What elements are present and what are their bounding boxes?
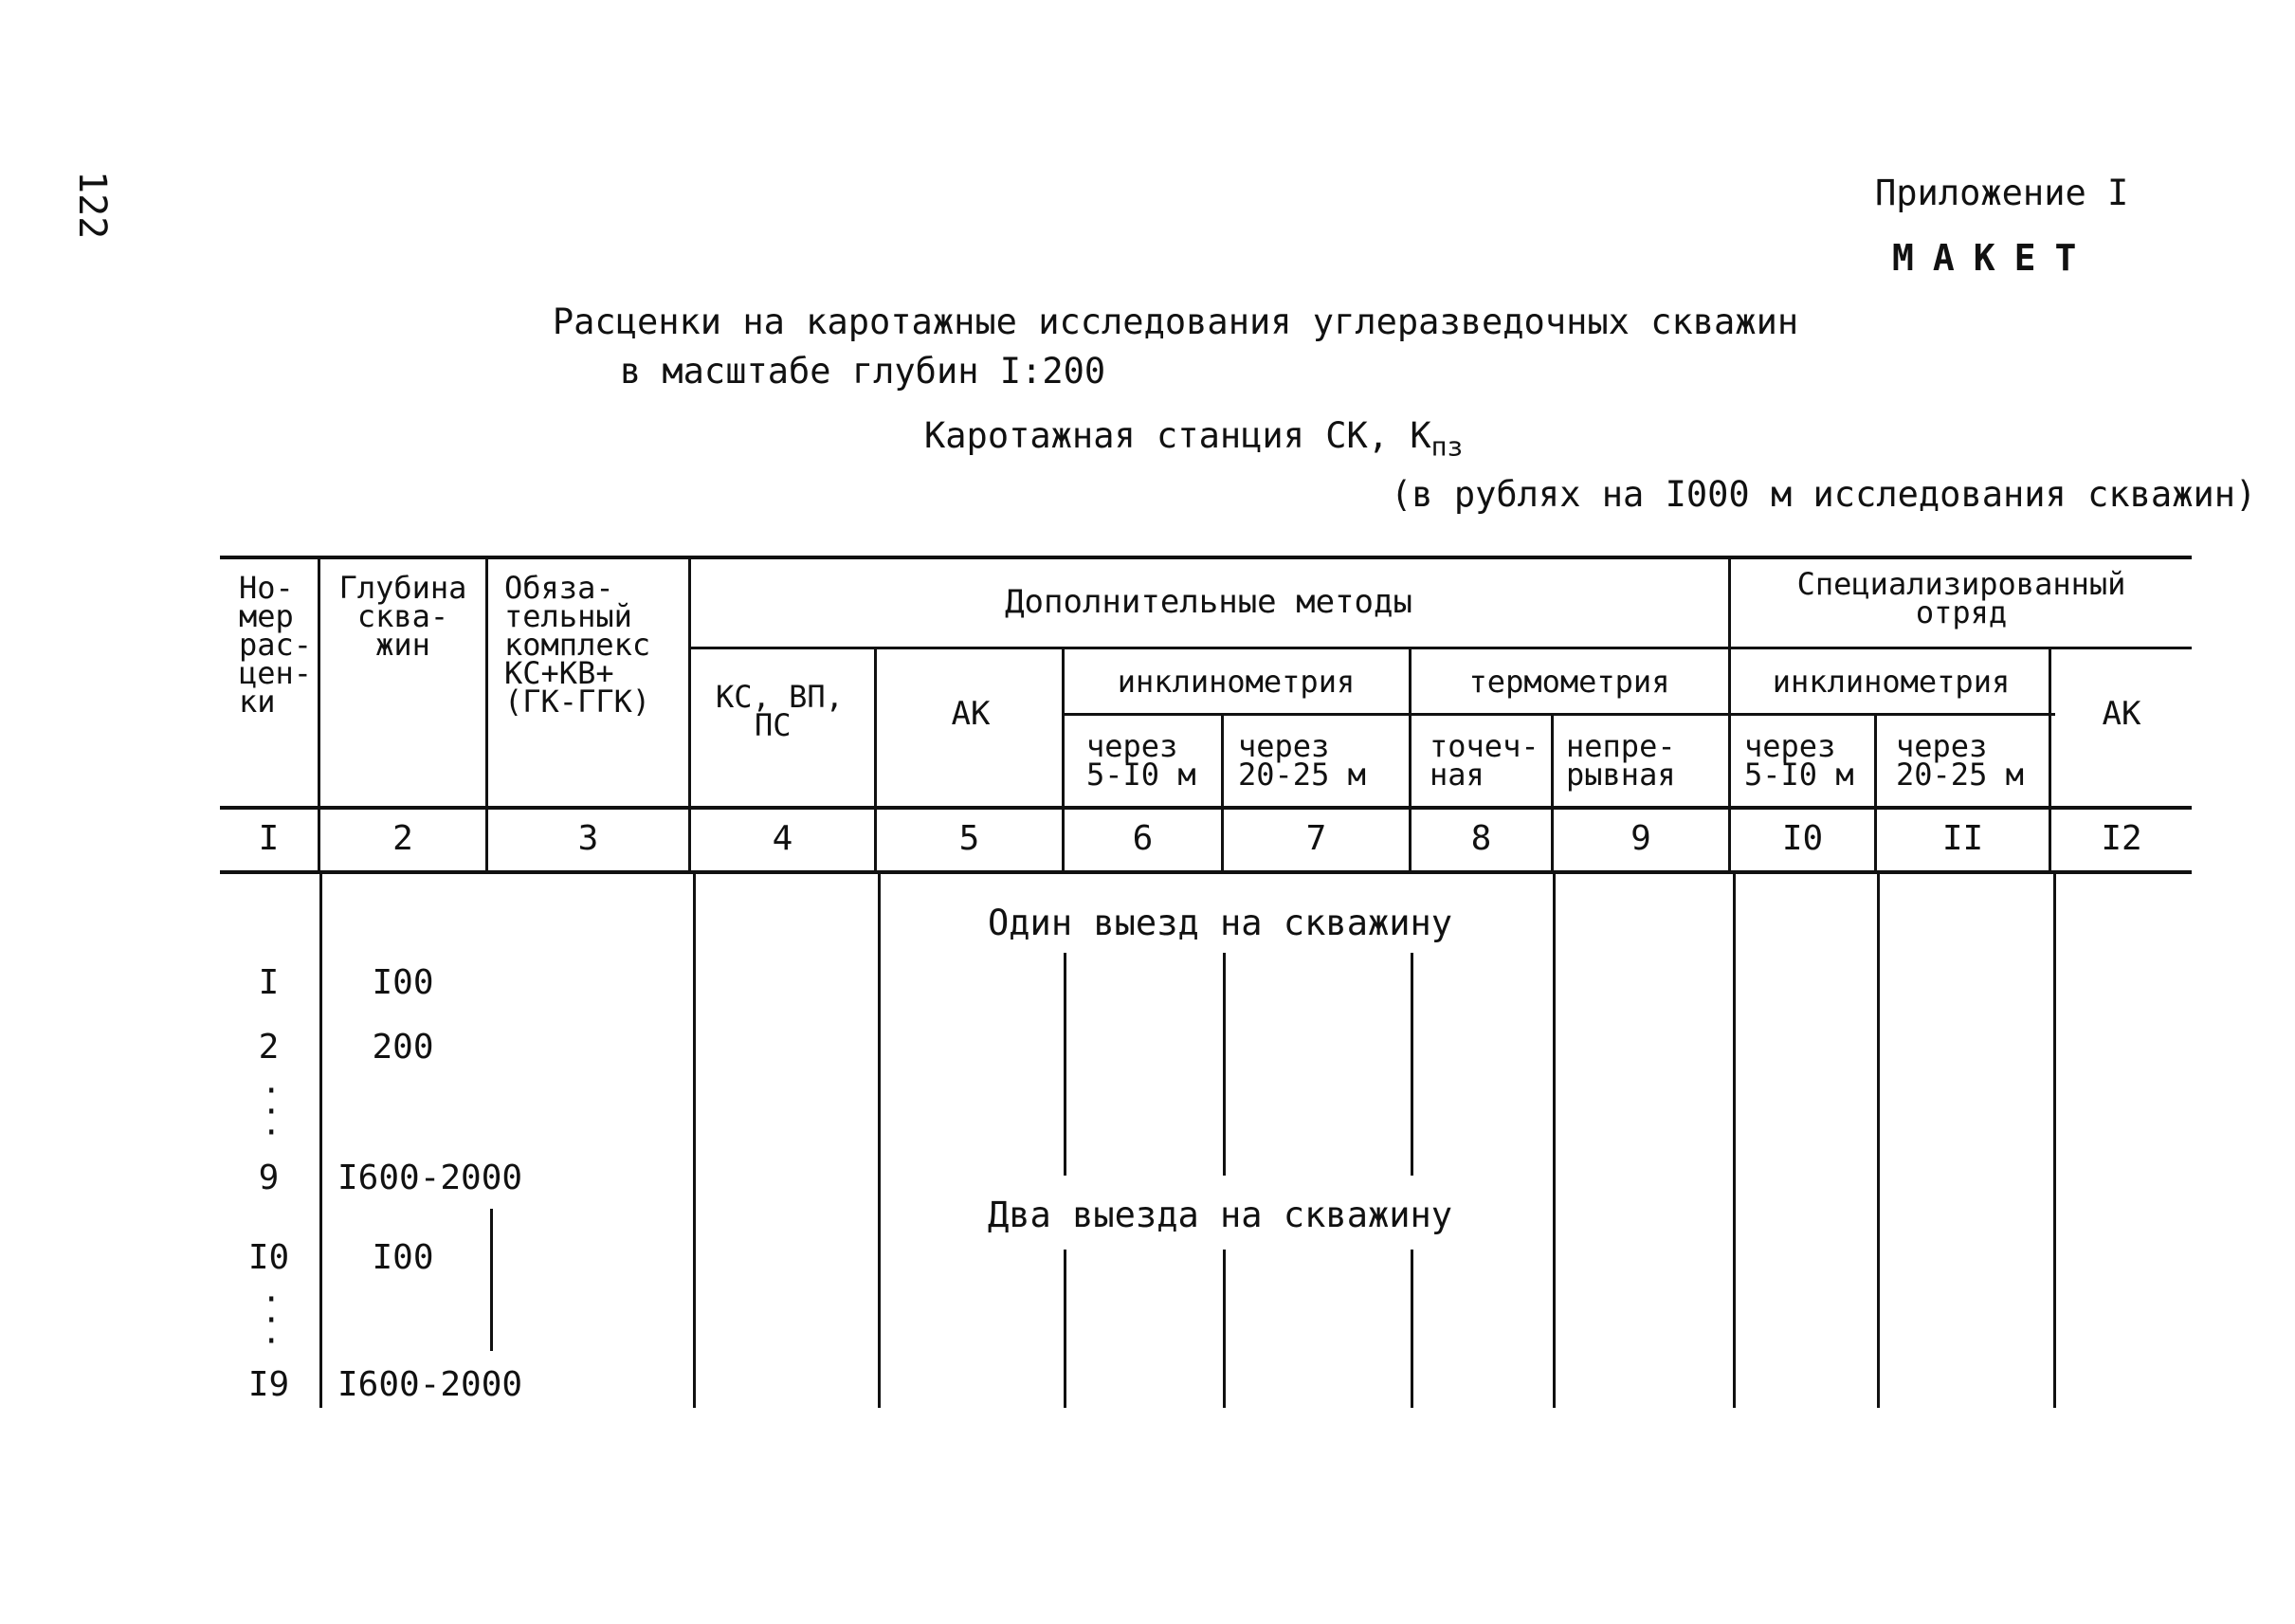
row-number: I0 [247,1238,290,1277]
column-number: 2 [392,819,413,858]
header-continuous: непре- рывная [1566,728,1676,793]
column-number: 3 [577,819,599,858]
header-every-5-10m: через 5-I0 м [1086,728,1196,793]
appendix-label: Приложение I [1875,173,2129,213]
station-caption [924,415,1463,462]
row-number: 9 [258,1159,280,1197]
row-depth: I600-2000 [337,1159,523,1197]
row-depth: I00 [372,1238,434,1277]
header-divider [1551,715,1554,808]
column-number: 5 [958,819,980,858]
header-well-depth: Глубина сква- жин [338,570,467,663]
body-divider [1411,953,1413,1176]
page-number: 122 [70,171,114,240]
header-every-20-25m: через 20-25 м [1238,728,1366,793]
header-divider [688,556,691,808]
body-divider [1064,953,1066,1176]
header-point: точеч- ная [1430,728,1539,793]
row-depth: I600-2000 [337,1365,523,1404]
header-additional-methods: Дополнительные методы [1005,583,1412,621]
header-team-ak: АК [2102,695,2141,733]
station-subscript: пз [1430,430,1464,463]
body-divider [490,1209,493,1351]
units-note: (в рублях на I000 м исследования скважин) [1391,474,2257,515]
row-depth: 200 [372,1028,434,1067]
body-divider [1223,953,1226,1176]
column-number: 9 [1630,819,1651,858]
document-subtitle: в масштабе глубин I:200 [619,351,1106,392]
header-team-every-20-25m: через 20-25 м [1896,728,2024,793]
header-specialized-team: Специализированный отряд [1796,566,2126,630]
header-team-every-5-10m: через 5-I0 м [1744,728,1854,793]
header-divider [318,557,320,808]
station-main: Каротажная станция СК, К [924,415,1431,456]
column-number: II [1941,819,1984,858]
row-number: I [258,963,280,1002]
column-number: 4 [772,819,793,858]
body-divider [2053,872,2056,1408]
header-divider [1221,715,1224,808]
header-divider [1874,715,1877,808]
header-divider [874,648,877,808]
row-number: 2 [258,1028,280,1067]
header-mandatory-complex: Обяза- тельный комплекс КС+КВ+ (ГК-ГГК) [504,570,651,720]
body-divider [1553,872,1556,1408]
section-one-trip: Один выезд на скважину [988,903,1453,943]
body-divider [1733,872,1736,1408]
row-ellipsis: · · · [262,1281,282,1360]
table-top-rule [220,556,2192,559]
body-divider [1411,1250,1413,1408]
header-ps: ПС [755,707,792,743]
header-divider [485,557,488,808]
document-title: Расценки на каротажные исследования углеразведочных скважин [552,301,1799,342]
header-inclinometry: инклинометрия [1117,664,1356,700]
header-bottom-rule [220,806,2192,810]
colnum-bottom-rule [220,870,2192,874]
header-ak: АК [951,695,991,733]
section-two-trips: Два выезда на скважину [988,1195,1453,1235]
body-divider [1877,872,1880,1408]
header-ks-vp: КС, ВП, [716,679,844,715]
row-depth: I00 [372,963,434,1002]
row-number: I9 [247,1365,290,1404]
header-inclinometry-team: инклинометрия [1772,664,2011,700]
body-divider [878,872,881,1408]
column-number: I2 [2101,819,2142,858]
body-divider [693,872,696,1408]
subheader-rule-1 [690,647,2192,649]
body-divider [1223,1250,1226,1408]
column-number: 6 [1132,819,1154,858]
body-divider [319,872,322,1408]
column-number: 7 [1305,819,1327,858]
subheader-rule-2 [1062,713,2055,716]
body-divider [1064,1250,1066,1408]
column-number: I [258,819,280,858]
header-rate-number: Но- мер рас- цен- ки [239,570,313,720]
column-number: I0 [1781,819,1824,858]
maket-label: МАКЕТ [1892,237,2096,279]
column-number: 8 [1470,819,1492,858]
row-ellipsis: · · · [262,1072,282,1152]
header-thermometry: термометрия [1468,664,1670,700]
